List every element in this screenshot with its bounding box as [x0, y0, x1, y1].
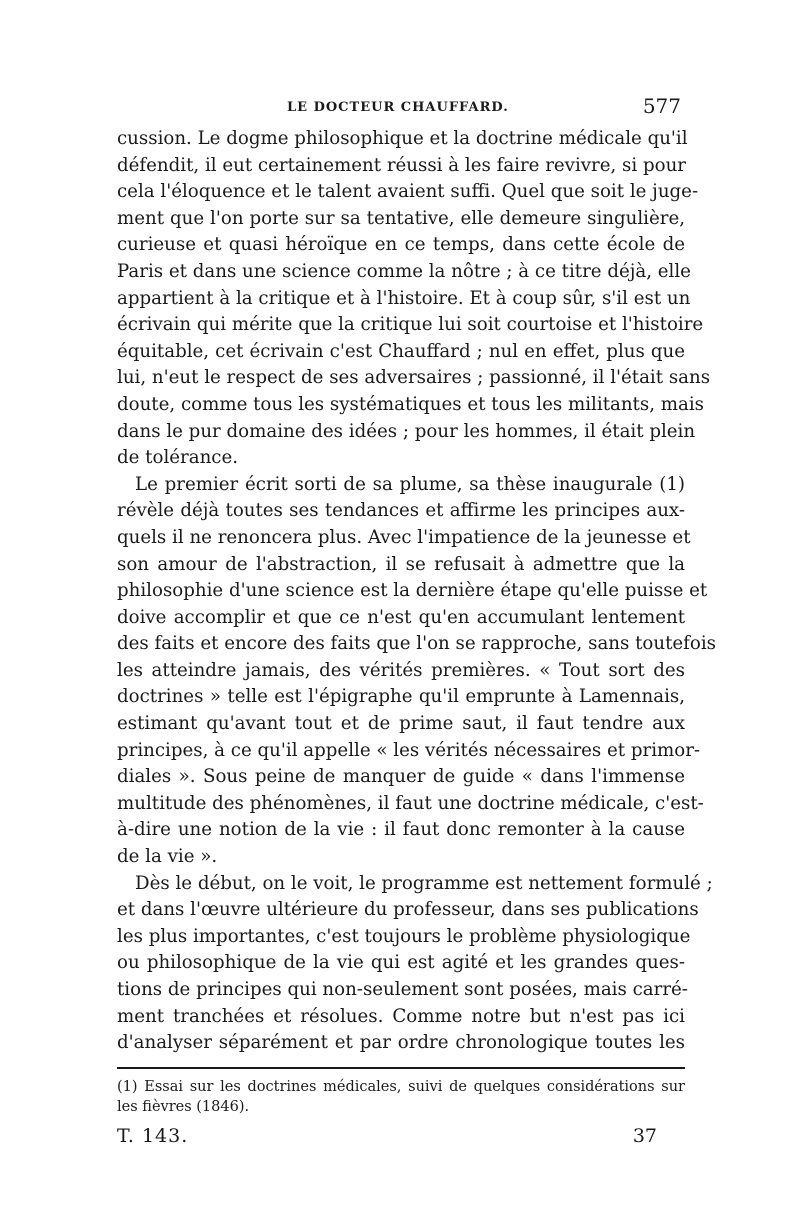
text-line: cussion. Le dogme philosophique et la doctrine médicale qu'il — [117, 128, 688, 149]
footnote-rule — [117, 1067, 685, 1069]
text-line: quels il ne renoncera plus. Avec l'impatience de la jeunesse et — [117, 526, 691, 548]
footnote — [117, 1077, 685, 1117]
text-line: d'analyser séparément et par ordre chronologique toutes les — [117, 1032, 685, 1054]
text-line: les atteindre jamais, des vérités premières. « Tout sort des — [117, 659, 685, 681]
text-line: estimant qu'avant tout et de prime saut, il faut tendre aux — [117, 713, 685, 735]
text-line: lui, n'eut le respect de ses adversaires ; passionné, il l'était sans — [117, 367, 711, 389]
text-line: tions de principes qui non-seulement sont posées, mais carré- — [117, 979, 688, 1000]
text-line: écrivain qui mérite que la critique lui soit courtoise et l'histoire — [117, 314, 704, 336]
running-head — [117, 92, 685, 126]
text-line: Dès le début, on le voit, le programme est nettement formulé ; — [135, 872, 713, 894]
text-line: curieuse et quasi héroïque en ce temps, dans cette école de — [117, 234, 685, 256]
text-line: de tolérance. — [117, 447, 239, 469]
text-line: son amour de l'abstraction, il se refusait à admettre que la — [117, 553, 685, 575]
text-line: dans le pur domaine des idées ; pour les hommes, il était plein — [117, 420, 696, 442]
text-line: appartient à la critique et à l'histoire. Et à coup sûr, s'il est un — [117, 287, 691, 309]
text-line: ment que l'on porte sur sa tentative, elle demeure singulière, — [117, 207, 685, 229]
text-line: diales ». Sous peine de manquer de guide « dans l'immense — [117, 766, 685, 788]
text-line: doute, comme tous les systématiques et tous les militants, mais — [117, 393, 704, 415]
text-line: des faits et encore des faits que l'on se rapproche, sans toutefois — [117, 633, 716, 655]
running-title: LE DOCTEUR CHAUFFARD. — [287, 100, 509, 115]
text-line: doctrines » telle est l'épigraphe qu'il emprunte à Lamennais, — [117, 686, 685, 708]
page-number: 577 — [642, 94, 681, 118]
text-line: Paris et dans une science comme la nôtre ; à ce titre déjà, elle — [117, 260, 691, 282]
paragraph-2 — [117, 472, 716, 871]
paragraph-1 — [117, 126, 711, 472]
text-line: à-dire une notion de la vie : il faut donc remonter à la cause — [117, 819, 685, 841]
text-line: révèle déjà toutes ses tendances et affirme les principes aux- — [117, 500, 685, 522]
text-line: ou philosophique de la vie qui est agité et les grandes ques- — [117, 952, 685, 974]
text-line: défendit, il eut certainement réussi à les faire revivre, si pour — [117, 154, 686, 176]
text-line: doive accomplir et que ce n'est qu'en accumulant lentement — [117, 606, 685, 628]
text-line: et dans l'œuvre ultérieure du professeur, dans ses publications — [117, 899, 699, 921]
text-line: ment tranchées et résolues. Comme notre but n'est pas ici — [117, 1005, 685, 1027]
page-footer — [117, 1125, 685, 1155]
text-line: principes, à ce qu'il appelle « les vérités nécessaires et primor- — [117, 739, 701, 761]
footnote-line: (1) Essai sur les doctrines médicales, suivi de quelques considérations sur — [117, 1078, 685, 1095]
text-line: multitude des phénomènes, il faut une doctrine médicale, c'est- — [117, 792, 704, 814]
text-line: de la vie ». — [117, 846, 218, 868]
text-line: les plus importantes, c'est toujours le problème physiologique — [117, 925, 691, 947]
footnote-line: les fièvres (1846). — [117, 1098, 250, 1115]
paragraph-3 — [117, 871, 713, 1057]
text-line: cela l'éloquence et le talent avaient suffi. Quel que soit le juge- — [117, 181, 699, 203]
gathering-number: 37 — [632, 1124, 657, 1147]
volume-signature: T. 143. — [117, 1124, 189, 1147]
text-line: Le premier écrit sorti de sa plume, sa thèse inaugurale (1) — [135, 473, 685, 495]
book-page — [117, 92, 716, 1155]
text-line: équitable, cet écrivain c'est Chauffard ; nul en effet, plus que — [117, 340, 685, 362]
text-line: philosophie d'une science est la dernière étape qu'elle puisse et — [117, 580, 708, 602]
